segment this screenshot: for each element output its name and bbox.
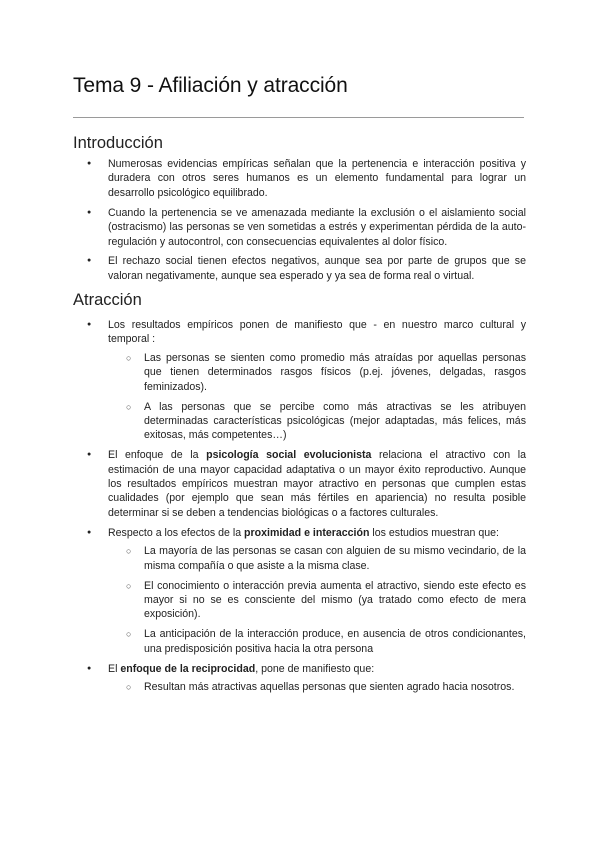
list-item — [108, 318, 526, 443]
sub-list-item: ○ Las personas se sienten como promedio más atraídas por aquellas personas que tienen determinados rasgos físicos (p.ej. jóvenes, delgadas, rasgos feminizados). — [144, 351, 526, 394]
section-heading-atraccion: Atracción — [73, 291, 142, 309]
list-item-emphasis: psicología social evolucionista — [206, 449, 372, 462]
sub-list-item: ○ La mayoría de las personas se casan con alguien de su mismo vecindario, de la misma compañía o que asiste a la misma clase. — [144, 544, 526, 573]
list-item — [108, 448, 526, 520]
page-title: Tema 9 - Afiliación y atracción — [73, 74, 348, 97]
sub-list — [144, 680, 526, 694]
list-item-emphasis: enfoque de la reciprocidad — [120, 662, 256, 675]
sub-list-item: ○ La anticipación de la interacción produce, en ausencia de otros condicionantes, una predisposición positiva hacia la otra persona — [144, 627, 526, 656]
sub-list — [144, 544, 526, 656]
title-divider — [73, 117, 524, 118]
list-item-text-post: , pone de manifiesto que: — [255, 662, 375, 675]
sub-list-item: ○ Resultan más atractivas aquellas personas que sienten agrado hacia nosotros. — [144, 680, 526, 694]
list-item-text-post: relaciona el atractivo con la estimación de una mayor capacidad adaptativa o un mayor éxito reproductivo. Aunque los resultados empíricos muestran mayor atractivo en personas que cumplen estas cualidades (por ejemplo que sean más fértiles en apariencia) no resulta posible determinar si se deben a tendencias biológicas o a factores culturales. — [108, 449, 526, 519]
list-item: ● Cuando la pertenencia se ve amenazada mediante la exclusión o el aislamiento social (ostracismo) las personas se ven sometidas a estrés y experimentan pérdida de la auto-regulación y autocontrol, con consecuencias equivalentes al dolor físico. — [108, 206, 526, 249]
section-heading-introduccion: Introducción — [73, 134, 163, 152]
intro-list — [108, 157, 526, 289]
list-item: ● Numerosas evidencias empíricas señalan que la pertenencia e interacción positiva y duradera con otros seres humanos es un elemento fundamental para lograr un desarrollo psicológico equilibrado. — [108, 157, 526, 200]
list-item-text: Los resultados empíricos ponen de manifiesto que - en nuestro marco cultural y temporal : — [108, 319, 526, 346]
list-item-text-post: los estudios muestran que: — [369, 526, 500, 539]
list-item: ● El rechazo social tienen efectos negativos, aunque sea por parte de grupos que se valoran negativamente, aunque sea esperado y ya sea de forma real o virtual. — [108, 254, 526, 283]
list-item — [108, 526, 526, 656]
sub-list — [144, 351, 526, 443]
list-item-text-pre: El — [108, 662, 121, 675]
list-item — [108, 662, 526, 695]
sub-list-item: ○ A las personas que se percibe como más atractivas se les atribuyen determinadas características psicológicas (mejor adaptadas, más felices, más exitosas, más competentes…) — [144, 400, 526, 443]
list-item-emphasis: proximidad e interacción — [244, 526, 370, 539]
atraccion-list — [108, 318, 526, 700]
list-item-text-pre: Respecto a los efectos de la — [108, 526, 245, 539]
sub-list-item: ○ El conocimiento o interacción previa aumenta el atractivo, siendo este efecto es mayor si no se es consciente del mismo (ya tratado como efecto de mera exposición). — [144, 579, 526, 622]
list-item-text-pre: El enfoque de la — [108, 449, 207, 462]
